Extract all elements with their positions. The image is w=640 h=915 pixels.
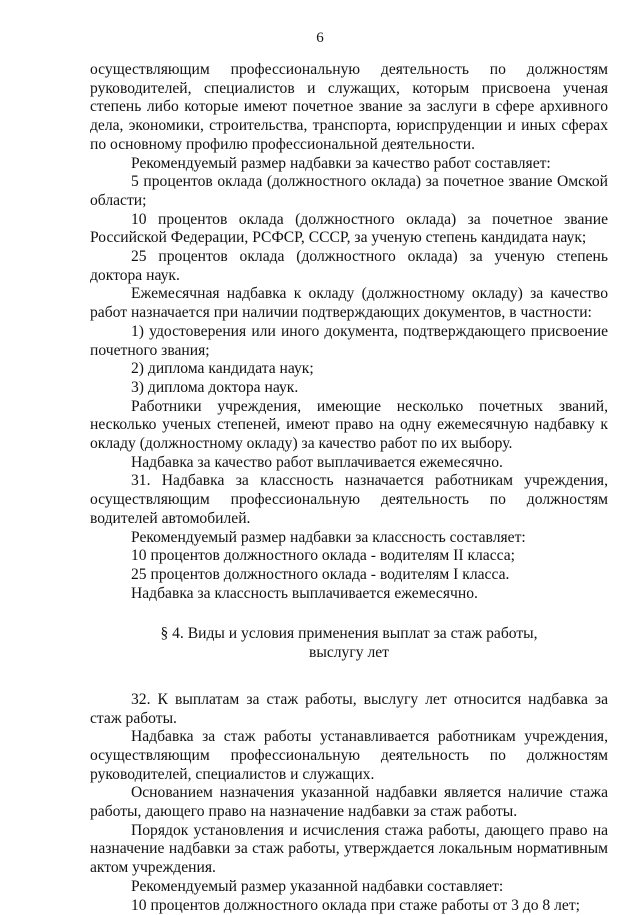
page-number: 6 xyxy=(316,30,324,46)
paragraph: Надбавка за стаж работы устанавливается работникам учреждения, осуществляющим профессиональную деятельность по должностям руководителей, специалистов и служащих. xyxy=(90,728,608,783)
paragraph: Надбавка за классность выплачивается ежемесячно. xyxy=(131,584,478,602)
paragraph: Работники учреждения, имеющие несколько почетных званий, несколько ученых степеней, имеют право на одну ежемесячную надбавку к окладу (должностному окладу) за качество работ по их выбору. xyxy=(90,397,608,453)
paragraph: Рекомендуемый размер указанной надбавки составляет: xyxy=(131,877,504,895)
paragraph: 10 процентов оклада (должностного оклада) за почетное звание Российской Федерации, РСФСР, СССР, за ученую степень кандидата наук; xyxy=(90,210,608,247)
paragraph: 31. Надбавка за классность назначается работникам учреждения, осуществляющим профессиональную деятельность по должностям водителей автомобилей. xyxy=(90,472,608,527)
paragraph: Рекомендуемый размер надбавки за качество работ составляет: xyxy=(131,154,551,172)
paragraph: Ежемесячная надбавка к окладу (должностному окладу) за качество работ назначается при наличии подтверждающих документов, в частности: xyxy=(90,285,608,322)
paragraph: 25 процентов оклада (должностного оклада) за ученую степень доктора наук. xyxy=(90,248,608,284)
document-body xyxy=(90,61,608,915)
section-heading-line-2: выслугу лет xyxy=(309,644,389,662)
paragraph: Надбавка за качество работ выплачивается ежемесячно. xyxy=(131,453,503,471)
paragraph: 5 процентов оклада (должностного оклада) за почетное звание Омской области; xyxy=(90,173,608,209)
paragraph: 2) диплома кандидата наук; xyxy=(131,360,314,378)
paragraph: 1) удостоверения или иного документа, подтверждающего присвоение почетного звания; xyxy=(90,322,608,359)
paragraph: 3) диплома доктора наук. xyxy=(131,378,299,396)
paragraph: осуществляющим профессиональную деятельность по должностям руководителей, специалистов и служащих, которым присвоена ученая степень либо которые имеют почетное звание за заслуги в сфере архивного дела, экономики, строительства, транспорта, юриспруденции и иных сферах по основному профилю профессиональной деятельности. xyxy=(90,61,608,153)
paragraph: 25 процентов должностного оклада - водителям I класса. xyxy=(131,565,510,583)
paragraphs-before-section xyxy=(90,61,608,603)
section-heading xyxy=(90,625,608,662)
paragraph: 10 процентов должностного оклада при стаже работы от 3 до 8 лет; xyxy=(131,896,580,914)
paragraph: 10 процентов должностного оклада - водителям II класса; xyxy=(131,547,516,565)
paragraph: Рекомендуемый размер надбавки за классность составляет: xyxy=(131,528,526,546)
paragraph: Порядок установления и исчисления стажа работы, дающего право на назначение надбавки за стаж работы, утверждается локальным нормативным актом учреждения. xyxy=(90,821,608,877)
section-heading-line-1: § 4. Виды и условия применения выплат за стаж работы, xyxy=(160,625,538,643)
paragraph: 32. К выплатам за стаж работы, выслугу лет относится надбавка за стаж работы. xyxy=(90,690,608,727)
paragraph: Основанием назначения указанной надбавки является наличие стажа работы, дающего право на назначение надбавки за стаж работы. xyxy=(90,784,608,821)
paragraphs-after-section xyxy=(90,691,608,915)
